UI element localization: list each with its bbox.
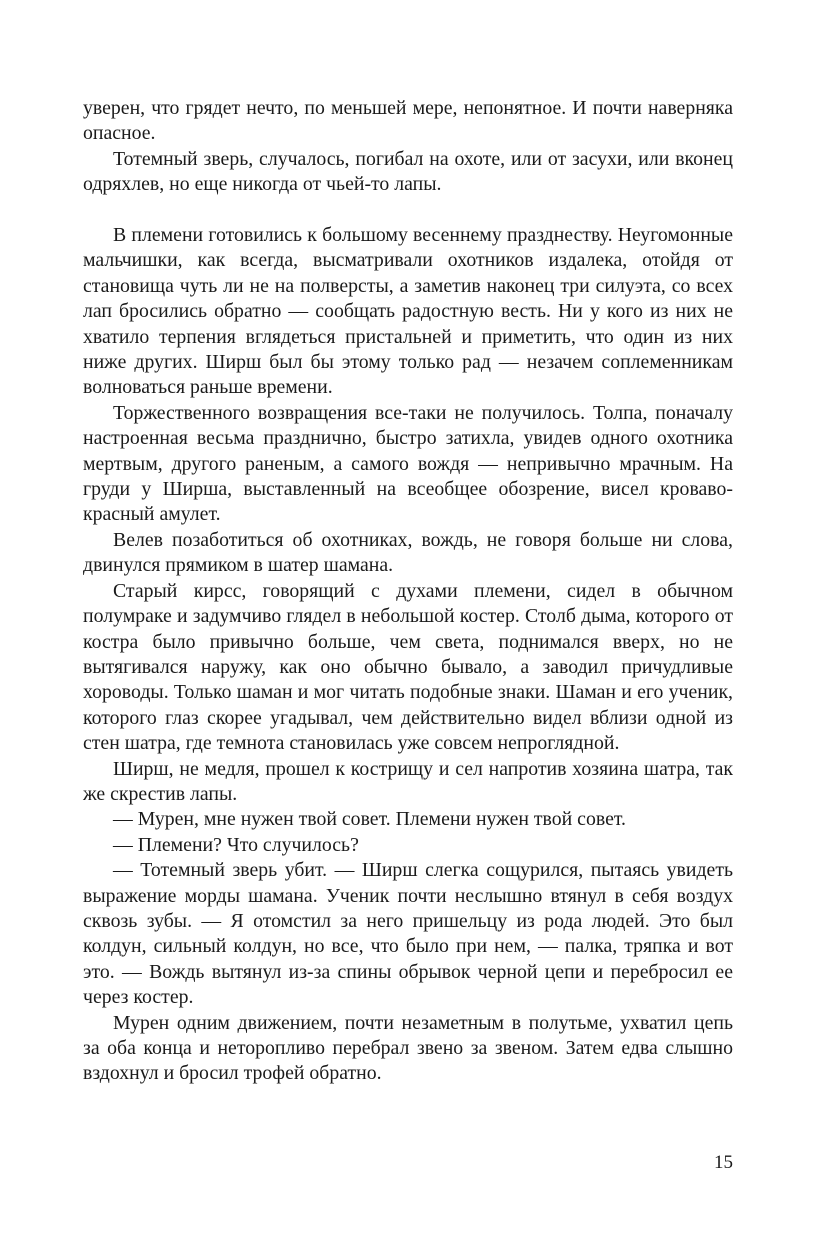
section-break: [83, 198, 733, 223]
paragraph: Мурен одним движением, почти незаметным в полутьме, ухватил цепь за оба конца и неторопливо перебрал звено за звеном. Затем едва слышно вздохнул и бросил трофей обратно.: [83, 1011, 733, 1085]
paragraph: Старый кирсс, говорящий с духами племени, сидел в обычном полумраке и задумчиво глядел в небольшой костер. Столб дыма, которого от костра было привычно больше, чем света, поднимался вверх, но не вытягивался наружу, как оно обычно бывало, а заводил причудливые хороводы. Только шаман и мог читать подобные знаки. Шаман и его ученик, которого глаз скорее угадывал, чем действительно видел вблизи одной из стен шатра, где темнота становилась уже совсем непроглядной.: [83, 579, 733, 755]
page-body: [83, 96, 733, 1087]
paragraph: Тотемный зверь, случалось, погибал на охоте, или от засухи, или вконец одряхлев, но еще никогда от чьей-то лапы.: [83, 147, 733, 196]
paragraph: Ширш, не медля, прошел к кострищу и сел напротив хозяина шатра, так же скрестив лапы.: [83, 757, 733, 805]
dialogue-line: — Мурен, мне нужен твой совет. Племени нужен твой совет.: [113, 808, 626, 831]
paragraph: Велев позаботиться об охотниках, вождь, не говоря больше ни слова, двинулся прямиком в шатер шамана.: [83, 528, 733, 577]
paragraph: Торжественного возвращения все-таки не получилось. Толпа, поначалу настроенная весьма празднично, быстро затихла, увидев одного охотника мертвым, другого раненым, а самого вождя — непривычно мрачным. На груди у Ширша, выставленный на всеобщее обозрение, висел кроваво-красный амулет.: [83, 401, 733, 526]
paragraph: уверен, что грядет нечто, по меньшей мере, непонятное. И почти наверняка опасное.: [83, 97, 733, 145]
dialogue-line: — Тотемный зверь убит. — Ширш слегка сощурился, пытаясь увидеть выражение морды шамана. Ученик почти неслышно втянул в себя воздух сквозь зубы. — Я отомстил за него пришельцу из рода людей. Это был колдун, сильный колдун, но все, что было при нем, — палка, тряпка и вот это. — Вождь вытянул из-за спины обрывок черной цепи и перебросил ее через костер.: [83, 859, 733, 1009]
dialogue-line: — Племени? Что случилось?: [113, 833, 359, 856]
paragraph: В племени готовились к большому весеннему празднеству. Неугомонные мальчишки, как всегда, высматривали охотников издалека, отойдя от становища чуть ли не на полверсты, а заметив наконец три силуэта, со всех лап бросились обратно — сообщать радостную весть. Ни у кого из них не хватило терпения вглядеться пристальней и приметить, что один из них ниже других. Ширш был бы этому только рад — незачем соплеменникам волноваться раньше времени.: [83, 224, 733, 399]
page-number: 15: [714, 1152, 733, 1173]
